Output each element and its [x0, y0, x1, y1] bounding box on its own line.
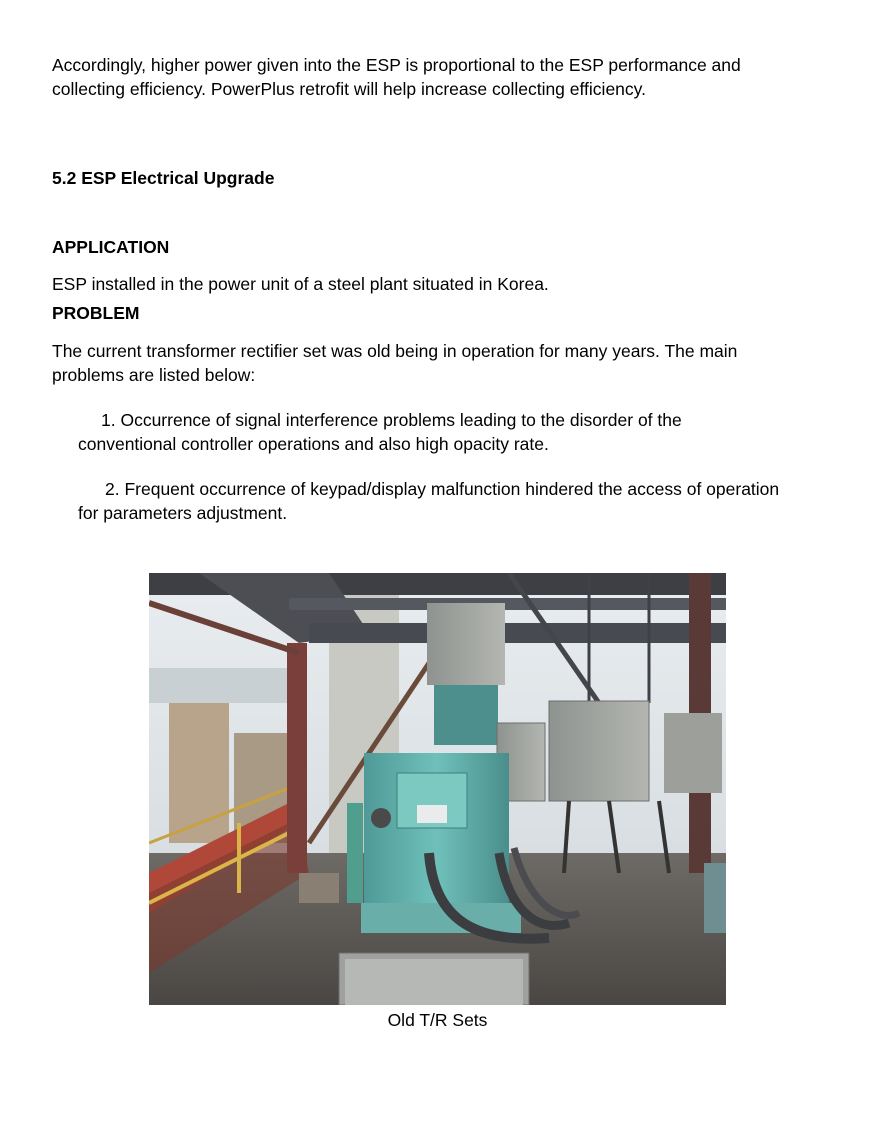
problem-line-2: problems are listed below: — [52, 365, 256, 385]
intro-line-1: Accordingly, higher power given into the ESP is proportional to the ESP performance and — [52, 55, 741, 75]
problem-item-1-line-2: conventional controller operations and also high opacity rate. — [78, 434, 549, 454]
problem-item-2-line-1: 2. Frequent occurrence of keypad/display malfunction hindered the access of operation — [105, 479, 780, 499]
problem-line-1: The current transformer rectifier set was old being in operation for many years. The main — [52, 341, 738, 361]
section-heading: 5.2 ESP Electrical Upgrade — [52, 168, 275, 188]
tr-set-photo — [149, 573, 726, 1005]
application-text: ESP installed in the power unit of a steel plant situated in Korea. — [52, 274, 549, 294]
problem-item-2-line-2: for parameters adjustment. — [78, 503, 288, 523]
problem-item-1-line-1: 1. Occurrence of signal interference problems leading to the disorder of the — [101, 410, 682, 430]
application-heading: APPLICATION — [52, 237, 170, 257]
problem-heading: PROBLEM — [52, 303, 140, 323]
intro-line-2: collecting efficiency. PowerPlus retrofit will help increase collecting efficiency. — [52, 79, 646, 99]
figure-caption: Old T/R Sets — [387, 1010, 488, 1030]
